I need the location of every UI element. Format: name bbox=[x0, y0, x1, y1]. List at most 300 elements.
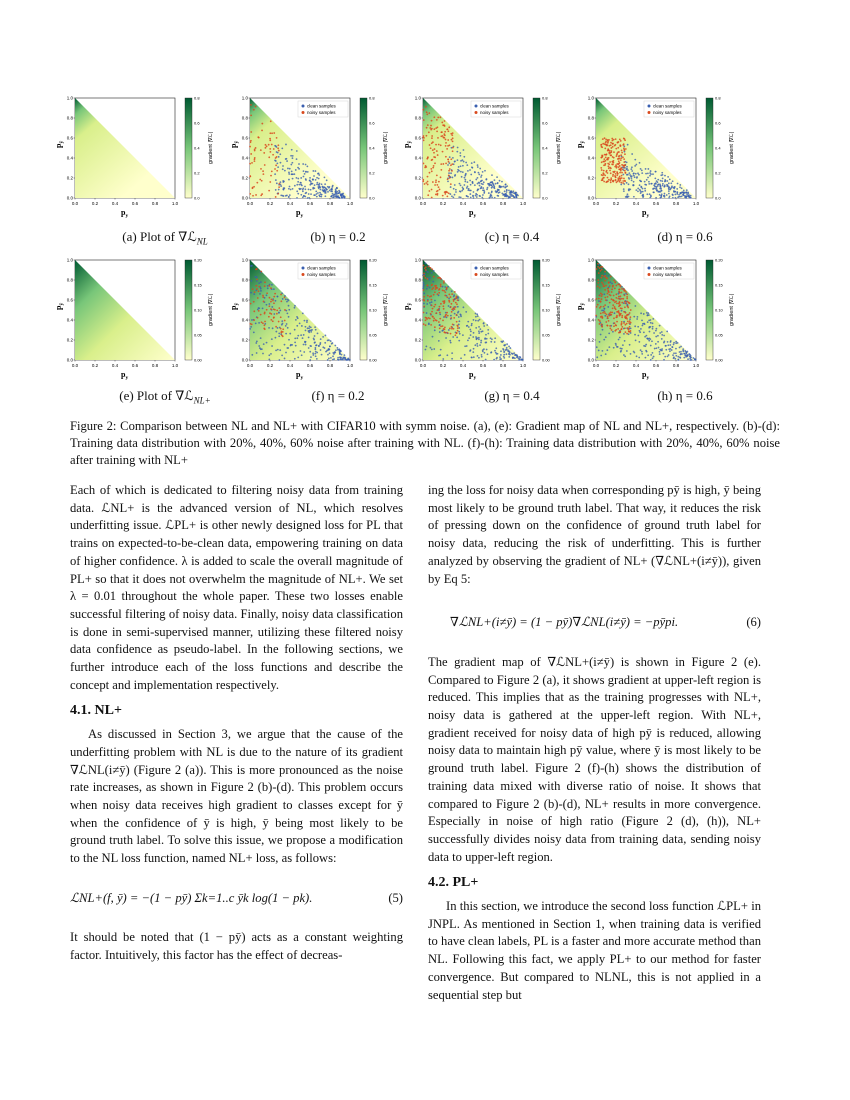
subcaption-f: (f) η = 0.2 bbox=[311, 388, 365, 403]
x-tick-label: 0.2 bbox=[612, 201, 620, 206]
clean-sample-point bbox=[261, 348, 263, 350]
clean-sample-point bbox=[340, 193, 342, 195]
noisy-sample-point bbox=[427, 157, 429, 159]
clean-sample-point bbox=[292, 155, 294, 157]
noisy-sample-point bbox=[445, 156, 447, 158]
clean-sample-point bbox=[308, 347, 310, 349]
colorbar-tick-label: 0.6 bbox=[194, 120, 200, 126]
noisy-sample-point bbox=[276, 170, 278, 172]
clean-sample-point bbox=[649, 331, 651, 333]
clean-sample-point bbox=[282, 189, 284, 191]
clean-sample-point bbox=[449, 156, 451, 158]
clean-sample-point bbox=[667, 344, 669, 346]
clean-sample-point bbox=[283, 195, 285, 197]
noisy-sample-point bbox=[277, 147, 279, 149]
clean-sample-point bbox=[309, 359, 311, 361]
clean-sample-point bbox=[431, 272, 433, 274]
clean-sample-point bbox=[478, 337, 480, 339]
legend bbox=[471, 101, 521, 117]
noisy-sample-point bbox=[258, 290, 260, 292]
clean-sample-point bbox=[608, 275, 610, 277]
clean-sample-point bbox=[458, 331, 460, 333]
noisy-sample-point bbox=[439, 116, 441, 118]
noisy-sample-point bbox=[601, 174, 603, 176]
noisy-sample-point bbox=[617, 163, 619, 165]
clean-sample-point bbox=[642, 323, 644, 325]
noisy-sample-point bbox=[437, 190, 439, 192]
clean-sample-point bbox=[294, 307, 296, 309]
noisy-sample-point bbox=[273, 296, 275, 298]
clean-sample-point bbox=[290, 155, 292, 157]
panel-e bbox=[50, 255, 250, 405]
clean-sample-point bbox=[664, 196, 666, 198]
noisy-sample-point bbox=[610, 154, 612, 156]
noisy-sample-point bbox=[601, 282, 603, 284]
noisy-sample-point bbox=[434, 291, 436, 293]
clean-sample-point bbox=[458, 166, 460, 168]
noisy-sample-point bbox=[623, 161, 625, 163]
clean-sample-point bbox=[296, 184, 298, 186]
clean-sample-point bbox=[518, 359, 520, 361]
noisy-sample-point bbox=[429, 127, 431, 129]
clean-sample-point bbox=[445, 337, 447, 339]
noisy-sample-point bbox=[448, 301, 450, 303]
noisy-sample-point bbox=[257, 317, 259, 319]
clean-sample-point bbox=[622, 344, 624, 346]
noisy-sample-point bbox=[256, 288, 258, 290]
clean-sample-point bbox=[608, 346, 610, 348]
clean-sample-point bbox=[666, 331, 668, 333]
colorbar-tick-label: 0.10 bbox=[715, 307, 723, 313]
x-tick-label: 0.6 bbox=[306, 201, 314, 206]
clean-sample-point bbox=[639, 162, 641, 164]
noisy-sample-point bbox=[612, 146, 614, 148]
clean-sample-point bbox=[661, 331, 663, 333]
noisy-sample-point bbox=[627, 329, 629, 331]
noisy-sample-point bbox=[443, 124, 445, 126]
clean-sample-point bbox=[494, 350, 496, 352]
clean-sample-point bbox=[450, 342, 452, 344]
clean-sample-point bbox=[491, 190, 493, 192]
noisy-sample-point bbox=[623, 311, 625, 313]
noisy-sample-point bbox=[423, 163, 425, 165]
clean-sample-point bbox=[308, 189, 310, 191]
clean-sample-point bbox=[630, 327, 632, 329]
clean-sample-point bbox=[304, 341, 306, 343]
noisy-sample-point bbox=[435, 179, 437, 181]
panel-d bbox=[571, 93, 771, 243]
clean-sample-point bbox=[450, 315, 452, 317]
clean-sample-point bbox=[481, 183, 483, 185]
clean-sample-point bbox=[670, 182, 672, 184]
x-tick-label: 1.0 bbox=[171, 201, 179, 206]
clean-sample-point bbox=[691, 359, 693, 361]
clean-sample-point bbox=[306, 320, 308, 322]
colorbar-tick-label: 0.4 bbox=[194, 145, 200, 151]
clean-sample-point bbox=[294, 185, 296, 187]
clean-sample-point bbox=[429, 287, 431, 289]
noisy-sample-point bbox=[272, 300, 274, 302]
svg-text:clean samples: clean samples bbox=[653, 265, 682, 271]
clean-sample-point bbox=[491, 184, 493, 186]
y-tick-label: 0.2 bbox=[587, 175, 594, 181]
noisy-sample-point bbox=[445, 145, 447, 147]
clean-sample-point bbox=[453, 296, 455, 298]
clean-sample-point bbox=[328, 357, 330, 359]
clean-sample-point bbox=[470, 331, 472, 333]
colorbar-label: gradient |∇ℒ| bbox=[383, 132, 389, 164]
noisy-sample-point bbox=[442, 305, 444, 307]
noisy-sample-point bbox=[613, 157, 615, 159]
clean-sample-point bbox=[288, 300, 290, 302]
noisy-sample-point bbox=[618, 155, 620, 157]
noisy-sample-point bbox=[621, 302, 623, 304]
noisy-sample-point bbox=[610, 295, 612, 297]
clean-sample-point bbox=[648, 327, 650, 329]
clean-sample-point bbox=[669, 344, 671, 346]
clean-sample-point bbox=[457, 306, 459, 308]
noisy-sample-point bbox=[604, 275, 606, 277]
clean-sample-point bbox=[314, 353, 316, 355]
noisy-sample-point bbox=[249, 176, 251, 178]
noisy-sample-point bbox=[626, 298, 628, 300]
clean-sample-point bbox=[324, 342, 326, 344]
clean-sample-point bbox=[314, 184, 316, 186]
y-tick-label: 0.6 bbox=[414, 297, 421, 303]
noisy-sample-point bbox=[457, 327, 459, 329]
clean-sample-point bbox=[646, 193, 648, 195]
clean-sample-point bbox=[621, 348, 623, 350]
clean-sample-point bbox=[339, 353, 341, 355]
clean-sample-point bbox=[471, 166, 473, 168]
subcaption-a: (a) Plot of ∇ℒ$_{NL}$ bbox=[122, 229, 208, 247]
clean-sample-point bbox=[289, 194, 291, 196]
noisy-sample-point bbox=[427, 184, 429, 186]
clean-sample-point bbox=[636, 318, 638, 320]
clean-sample-point bbox=[494, 187, 496, 189]
noisy-sample-point bbox=[250, 140, 252, 142]
clean-sample-point bbox=[643, 313, 645, 315]
noisy-sample-point bbox=[447, 158, 449, 160]
noisy-sample-point bbox=[624, 180, 626, 182]
noisy-sample-point bbox=[601, 317, 603, 319]
clean-sample-point bbox=[614, 312, 616, 314]
clean-sample-point bbox=[626, 166, 628, 168]
clean-sample-point bbox=[636, 355, 638, 357]
noisy-sample-point bbox=[615, 148, 617, 150]
clean-sample-point bbox=[518, 357, 520, 359]
noisy-sample-point bbox=[444, 326, 446, 328]
clean-sample-point bbox=[452, 336, 454, 338]
noisy-sample-point bbox=[275, 157, 277, 159]
clean-sample-point bbox=[280, 194, 282, 196]
clean-sample-point bbox=[503, 354, 505, 356]
colorbar-tick-label: 0.15 bbox=[542, 282, 550, 288]
clean-sample-point bbox=[294, 305, 296, 307]
y-tick-label: 0.0 bbox=[414, 357, 421, 363]
clean-sample-point bbox=[630, 168, 632, 170]
clean-sample-point bbox=[686, 189, 688, 191]
clean-sample-point bbox=[674, 358, 676, 360]
colorbar-tick-label: 0.8 bbox=[715, 95, 721, 101]
clean-sample-point bbox=[462, 171, 464, 173]
clean-sample-point bbox=[322, 186, 324, 188]
noisy-sample-point bbox=[425, 269, 427, 271]
clean-sample-point bbox=[672, 346, 674, 348]
colorbar-tick-label: 0.10 bbox=[369, 307, 377, 313]
noisy-sample-point bbox=[432, 316, 434, 318]
x-tick-label: 0.2 bbox=[266, 201, 274, 206]
noisy-sample-point bbox=[598, 295, 600, 297]
x-tick-label: 1.0 bbox=[346, 363, 354, 368]
noisy-sample-point bbox=[608, 145, 610, 147]
clean-sample-point bbox=[665, 349, 667, 351]
clean-sample-point bbox=[249, 328, 251, 330]
clean-sample-point bbox=[676, 188, 678, 190]
noisy-sample-point bbox=[432, 181, 434, 183]
clean-sample-point bbox=[645, 350, 647, 352]
noisy-sample-point bbox=[434, 304, 436, 306]
noisy-sample-point bbox=[440, 285, 442, 287]
clean-sample-point bbox=[640, 328, 642, 330]
noisy-sample-point bbox=[265, 144, 267, 146]
noisy-sample-point bbox=[602, 138, 604, 140]
y-tick-label: 0.0 bbox=[66, 357, 73, 363]
clean-sample-point bbox=[668, 348, 670, 350]
clean-sample-point bbox=[496, 357, 498, 359]
clean-sample-point bbox=[631, 170, 633, 172]
noisy-sample-point bbox=[256, 279, 258, 281]
noisy-sample-point bbox=[422, 109, 424, 111]
clean-sample-point bbox=[666, 194, 668, 196]
equation-body: ∇ℒNL+(i≠ȳ) = (1 − pȳ)∇ℒNL(i≠ȳ) = −pȳpi. bbox=[450, 615, 679, 630]
noisy-sample-point bbox=[622, 156, 624, 158]
clean-sample-point bbox=[647, 354, 649, 356]
noisy-sample-point bbox=[269, 132, 271, 134]
noisy-sample-point bbox=[605, 321, 607, 323]
clean-sample-point bbox=[473, 191, 475, 193]
clean-sample-point bbox=[634, 165, 636, 167]
noisy-sample-point bbox=[249, 323, 251, 325]
clean-sample-point bbox=[479, 185, 481, 187]
x-tick-label: 0.2 bbox=[91, 201, 99, 206]
x-tick-label: 0.0 bbox=[246, 363, 254, 368]
noisy-sample-point bbox=[611, 288, 613, 290]
clean-sample-point bbox=[686, 352, 688, 354]
noisy-sample-point bbox=[271, 298, 273, 300]
clean-sample-point bbox=[639, 190, 641, 192]
noisy-sample-point bbox=[425, 324, 427, 326]
clean-sample-point bbox=[439, 324, 441, 326]
noisy-sample-point bbox=[444, 332, 446, 334]
clean-sample-point bbox=[675, 341, 677, 343]
noisy-sample-point bbox=[438, 292, 440, 294]
noisy-sample-point bbox=[449, 177, 451, 179]
noisy-sample-point bbox=[598, 298, 600, 300]
clean-sample-point bbox=[647, 321, 649, 323]
x-tick-label: 0.4 bbox=[286, 363, 294, 368]
clean-sample-point bbox=[459, 155, 461, 157]
clean-sample-point bbox=[490, 337, 492, 339]
clean-sample-point bbox=[275, 189, 277, 191]
colorbar-tick-label: 0.0 bbox=[715, 195, 721, 201]
x-tick-label: 1.0 bbox=[346, 201, 354, 206]
noisy-sample-point bbox=[598, 272, 600, 274]
clean-sample-point bbox=[313, 338, 315, 340]
clean-sample-point bbox=[652, 328, 654, 330]
clean-sample-point bbox=[655, 171, 657, 173]
clean-sample-point bbox=[260, 281, 262, 283]
clean-sample-point bbox=[305, 164, 307, 166]
noisy-sample-point bbox=[626, 333, 628, 335]
noisy-sample-point bbox=[600, 312, 602, 314]
clean-sample-point bbox=[473, 332, 475, 334]
clean-sample-point bbox=[600, 334, 602, 336]
clean-sample-point bbox=[620, 350, 622, 352]
section-heading-4-2: 4.2. PL+ bbox=[428, 875, 479, 891]
clean-sample-point bbox=[308, 331, 310, 333]
clean-sample-point bbox=[486, 188, 488, 190]
clean-sample-point bbox=[640, 312, 642, 314]
noisy-sample-point bbox=[451, 139, 453, 141]
clean-sample-point bbox=[337, 347, 339, 349]
clean-sample-point bbox=[277, 327, 279, 329]
clean-sample-point bbox=[467, 196, 469, 198]
clean-sample-point bbox=[258, 282, 260, 284]
clean-sample-point bbox=[504, 190, 506, 192]
noisy-sample-point bbox=[278, 150, 280, 152]
paragraph: ing the loss for noisy data when corresponding pȳ is high, ȳ being most likely to be ground truth label. That way, it reduces the risk of pressing down on the confidence of ground truth label for noisy data, reducing the risk of underfitting. This is further analyzed by observing the gradient of NL+ (∇ℒNL+(i≠ȳ)), given by Eq 5: bbox=[428, 483, 761, 586]
clean-sample-point bbox=[604, 315, 606, 317]
clean-sample-point bbox=[604, 273, 606, 275]
noisy-sample-point bbox=[614, 306, 616, 308]
y-tick-label: 0.8 bbox=[414, 115, 421, 121]
noisy-sample-point bbox=[607, 288, 609, 290]
colorbar-tick-label: 0.0 bbox=[369, 195, 375, 201]
noisy-sample-point bbox=[252, 195, 254, 197]
noisy-sample-point bbox=[623, 165, 625, 167]
clean-sample-point bbox=[624, 340, 626, 342]
clean-sample-point bbox=[275, 145, 277, 147]
noisy-sample-point bbox=[604, 280, 606, 282]
clean-sample-point bbox=[690, 357, 692, 359]
noisy-sample-point bbox=[428, 112, 430, 114]
clean-sample-point bbox=[650, 354, 652, 356]
clean-sample-point bbox=[272, 327, 274, 329]
noisy-sample-point bbox=[270, 175, 272, 177]
clean-sample-point bbox=[470, 197, 472, 199]
noisy-sample-point bbox=[268, 305, 270, 307]
clean-sample-point bbox=[633, 352, 635, 354]
clean-sample-point bbox=[635, 189, 637, 191]
clean-sample-point bbox=[488, 185, 490, 187]
clean-sample-point bbox=[655, 336, 657, 338]
clean-sample-point bbox=[509, 347, 511, 349]
noisy-sample-point bbox=[443, 290, 445, 292]
clean-sample-point bbox=[678, 196, 680, 198]
noisy-sample-point bbox=[455, 302, 457, 304]
noisy-sample-point bbox=[621, 326, 623, 328]
noisy-sample-point bbox=[630, 330, 632, 332]
noisy-sample-point bbox=[620, 140, 622, 142]
noisy-sample-point bbox=[423, 323, 425, 325]
clean-sample-point bbox=[672, 194, 674, 196]
colorbar-tick-label: 0.4 bbox=[369, 145, 375, 151]
clean-sample-point bbox=[287, 168, 289, 170]
noisy-sample-point bbox=[597, 263, 599, 265]
noisy-sample-point bbox=[621, 150, 623, 152]
clean-sample-point bbox=[653, 185, 655, 187]
clean-sample-point bbox=[468, 337, 470, 339]
clean-sample-point bbox=[668, 187, 670, 189]
noisy-sample-point bbox=[621, 172, 623, 174]
clean-sample-point bbox=[451, 352, 453, 354]
noisy-sample-point bbox=[263, 152, 265, 154]
noisy-sample-point bbox=[253, 319, 255, 321]
noisy-sample-point bbox=[427, 124, 429, 126]
noisy-sample-point bbox=[439, 306, 441, 308]
clean-sample-point bbox=[619, 337, 621, 339]
clean-sample-point bbox=[683, 353, 685, 355]
noisy-sample-point bbox=[436, 184, 438, 186]
noisy-sample-point bbox=[434, 162, 436, 164]
noisy-sample-point bbox=[619, 181, 621, 183]
clean-sample-point bbox=[456, 336, 458, 338]
clean-sample-point bbox=[606, 349, 608, 351]
clean-sample-point bbox=[624, 356, 626, 358]
clean-sample-point bbox=[499, 180, 501, 182]
clean-sample-point bbox=[637, 190, 639, 192]
clean-sample-point bbox=[469, 329, 471, 331]
noisy-sample-point bbox=[607, 325, 609, 327]
clean-sample-point bbox=[286, 347, 288, 349]
clean-sample-point bbox=[661, 338, 663, 340]
panel-c bbox=[398, 93, 598, 243]
noisy-sample-point bbox=[254, 160, 256, 162]
clean-sample-point bbox=[260, 290, 262, 292]
clean-sample-point bbox=[645, 335, 647, 337]
x-tick-label: 0.0 bbox=[246, 201, 254, 206]
y-axis-label: $p_ȳ$ bbox=[402, 302, 413, 310]
panel-b-plot bbox=[225, 93, 425, 243]
noisy-sample-point bbox=[429, 144, 431, 146]
noisy-sample-point bbox=[618, 296, 620, 298]
clean-sample-point bbox=[478, 332, 480, 334]
noisy-sample-point bbox=[624, 172, 626, 174]
clean-sample-point bbox=[260, 337, 262, 339]
clean-sample-point bbox=[309, 184, 311, 186]
clean-sample-point bbox=[612, 331, 614, 333]
clean-sample-point bbox=[304, 320, 306, 322]
noisy-sample-point bbox=[430, 313, 432, 315]
clean-sample-point bbox=[663, 353, 665, 355]
clean-sample-point bbox=[491, 196, 493, 198]
clean-sample-point bbox=[303, 334, 305, 336]
clean-sample-point bbox=[658, 347, 660, 349]
clean-sample-point bbox=[285, 352, 287, 354]
clean-sample-point bbox=[605, 336, 607, 338]
y-tick-label: 0.0 bbox=[241, 195, 248, 201]
clean-sample-point bbox=[630, 353, 632, 355]
clean-sample-point bbox=[668, 193, 670, 195]
clean-sample-point bbox=[635, 173, 637, 175]
noisy-sample-point bbox=[450, 164, 452, 166]
noisy-sample-point bbox=[448, 175, 450, 177]
clean-sample-point bbox=[627, 144, 629, 146]
noisy-sample-point bbox=[451, 293, 453, 295]
noisy-sample-point bbox=[432, 308, 434, 310]
clean-sample-point bbox=[285, 298, 287, 300]
